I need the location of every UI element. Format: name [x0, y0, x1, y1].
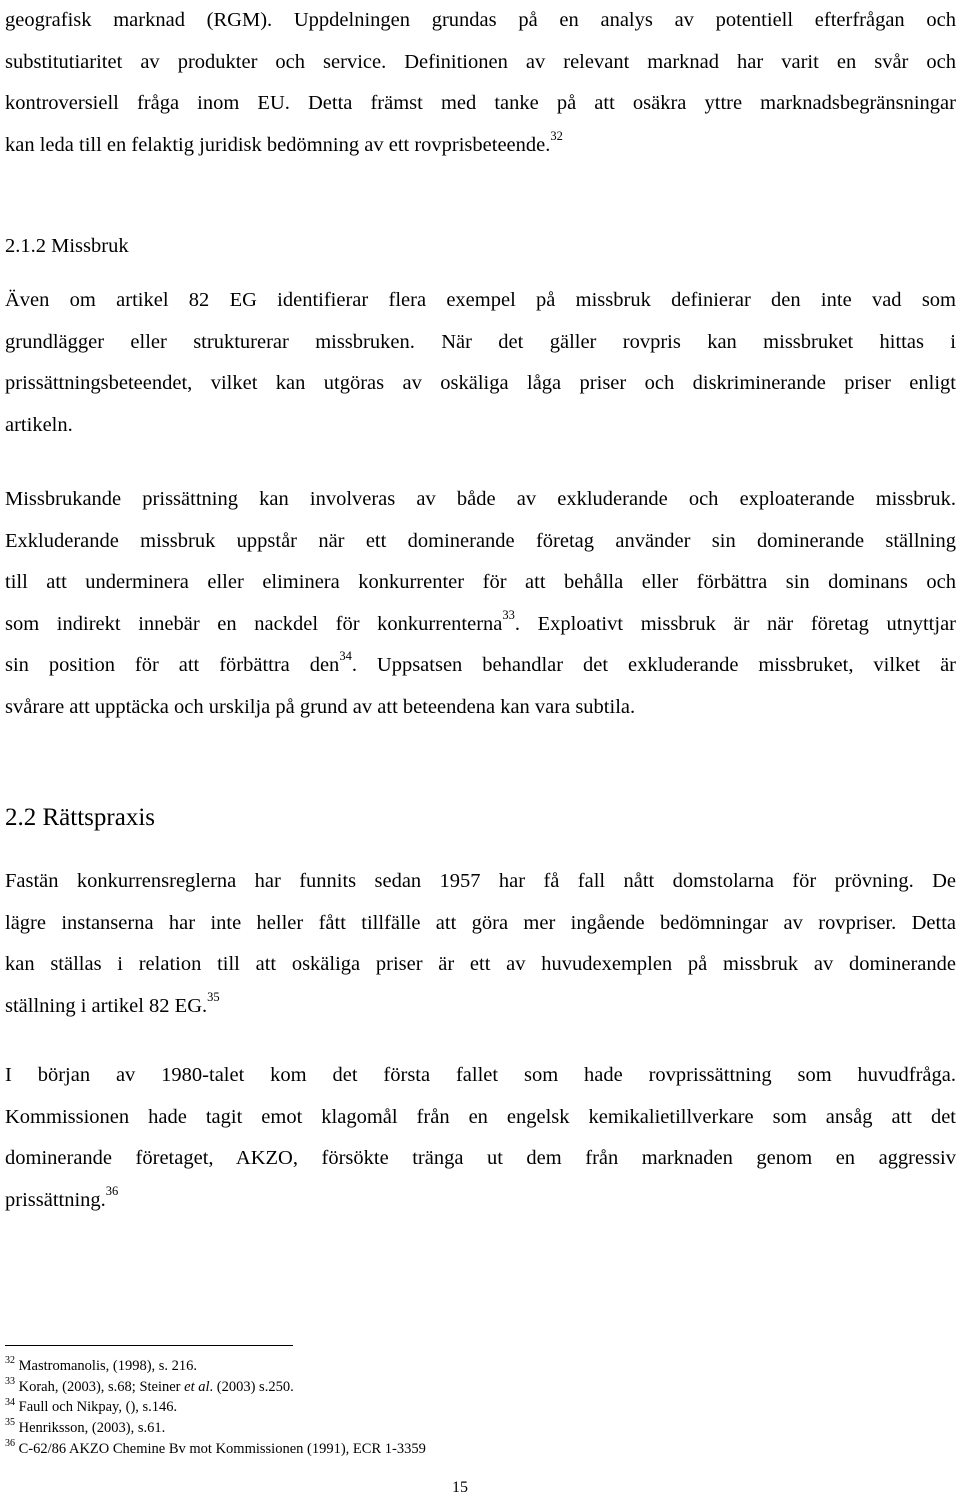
footnote-number: 32	[5, 1355, 15, 1367]
text-line: kan ställas i relation till att oskäliga priser är ett av huvudexemplen på missbruk av dominerande	[5, 953, 956, 975]
text-line: svårare att upptäcka och urskilja på grund av att beteendena kan vara subtila.	[5, 695, 636, 718]
footnote-separator	[5, 1345, 293, 1346]
page-number: 15	[452, 1479, 468, 1496]
footnote-item	[5, 1356, 905, 1377]
text-line	[5, 986, 956, 1028]
text-line	[5, 1180, 956, 1222]
text-line: I början av 1980-talet kom det första fallet som hade rovprissättning som huvudfråga.	[5, 1064, 956, 1086]
footnote-item	[5, 1418, 905, 1439]
footnote-number: 34	[5, 1396, 15, 1408]
text-line: Kommissionen hade tagit emot klagomål från en engelsk kemikalietillverkare som ansåg att det	[5, 1105, 956, 1128]
text-segment: ställning i artikel 82 EG.	[5, 994, 208, 1017]
footnote-number: 33	[5, 1375, 15, 1387]
text-line: Missbrukande prissättning kan involveras av både av exkluderande och exploaterande missbruk.	[5, 488, 956, 510]
footnote-ref[interactable]: 34	[339, 649, 352, 664]
text-segment: kan leda till en felaktig juridisk bedömning av ett rovprisbeteende.	[5, 133, 551, 156]
text-line: grundlägger eller strukturerar missbruken. När det gäller rovpris kan missbruket hittas i	[5, 330, 956, 353]
footnote-text: Faull och Nikpay, (), s.146.	[18, 1399, 178, 1416]
text-line: substitutiaritet av produkter och service. Definitionen av relevant marknad har varit en svår och	[5, 50, 956, 73]
footnote-ref[interactable]: 36	[105, 1183, 119, 1198]
text-line: lägre instanserna har inte heller fått tillfälle att göra mer ingående bedömningar av rovpriser. Detta	[5, 911, 956, 934]
paragraph-akzo-case	[5, 1055, 956, 1221]
text-line: till att underminera eller eliminera konkurrenter för att behålla eller förbättra sin dominans och	[5, 571, 956, 593]
text-line	[5, 604, 956, 646]
footnote-text: Henriksson, (2003), s.61.	[18, 1420, 166, 1437]
footnote-item	[5, 1439, 905, 1460]
paragraph-abusive-pricing	[5, 479, 956, 728]
footnote-number: 36	[5, 1437, 15, 1449]
footnote-ref[interactable]: 32	[550, 128, 563, 143]
footnote-list	[5, 1356, 905, 1460]
text-segment: som indirekt innebär en nackdel för konkurrenterna	[5, 612, 503, 635]
footnote-item	[5, 1377, 905, 1398]
footnote-item	[5, 1397, 905, 1418]
paragraph-relevant-market	[5, 0, 956, 166]
footnote-number: 35	[5, 1417, 15, 1429]
footnote-text-italic: et al	[184, 1378, 210, 1395]
text-line	[5, 125, 956, 167]
text-segment: prissättning.	[5, 1188, 106, 1211]
text-line: kontroversiell fråga inom EU. Detta främst med tanke på att osäkra yttre marknadsbegränsningar	[5, 92, 956, 114]
paragraph-competition-rules	[5, 861, 956, 1027]
footnote-text: Mastromanolis, (1998), s. 216.	[18, 1358, 198, 1374]
text-segment: . Exploativt missbruk är när företag utnyttjar	[514, 612, 956, 635]
text-line: artikeln.	[5, 413, 73, 436]
footnote-text: C-62/86 AKZO Chemine Bv mot Kommissionen (1991), ECR 1-3359	[18, 1440, 426, 1457]
footnote-text: . (2003) s.250.	[209, 1378, 294, 1395]
section-heading-rattspraxis: 2.2 Rättspraxis	[5, 804, 155, 831]
text-line: Fastän konkurrensreglerna har funnits sedan 1957 har få fall nått domstolarna för prövning. De	[5, 870, 956, 892]
footnote-ref[interactable]: 35	[207, 989, 220, 1004]
text-line: prissättningsbeteendet, vilket kan utgöras av oskäliga låga priser och diskriminerande priser enligt	[5, 372, 956, 394]
text-line: geografisk marknad (RGM). Uppdelningen grundas på en analys av potentiell efterfrågan och	[5, 9, 956, 31]
paragraph-article-82	[5, 280, 956, 446]
text-segment: . Uppsatsen behandlar det exkluderande missbruket, vilket är	[351, 654, 956, 676]
text-line: Exkluderande missbruk uppstår när ett dominerande företag använder sin dominerande ställning	[5, 529, 956, 552]
footnote-ref[interactable]: 33	[502, 607, 515, 622]
text-segment: sin position för att förbättra den	[5, 654, 340, 676]
footnote-text: Korah, (2003), s.68; Steiner	[18, 1378, 185, 1395]
section-heading-missbruk: 2.1.2 Missbruk	[5, 235, 129, 257]
text-line: Även om artikel 82 EG identifierar flera exempel på missbruk definierar den inte vad som	[5, 289, 956, 311]
text-line: dominerande företaget, AKZO, försökte tränga ut dem från marknaden genom en aggressiv	[5, 1147, 956, 1169]
text-line	[5, 645, 956, 687]
